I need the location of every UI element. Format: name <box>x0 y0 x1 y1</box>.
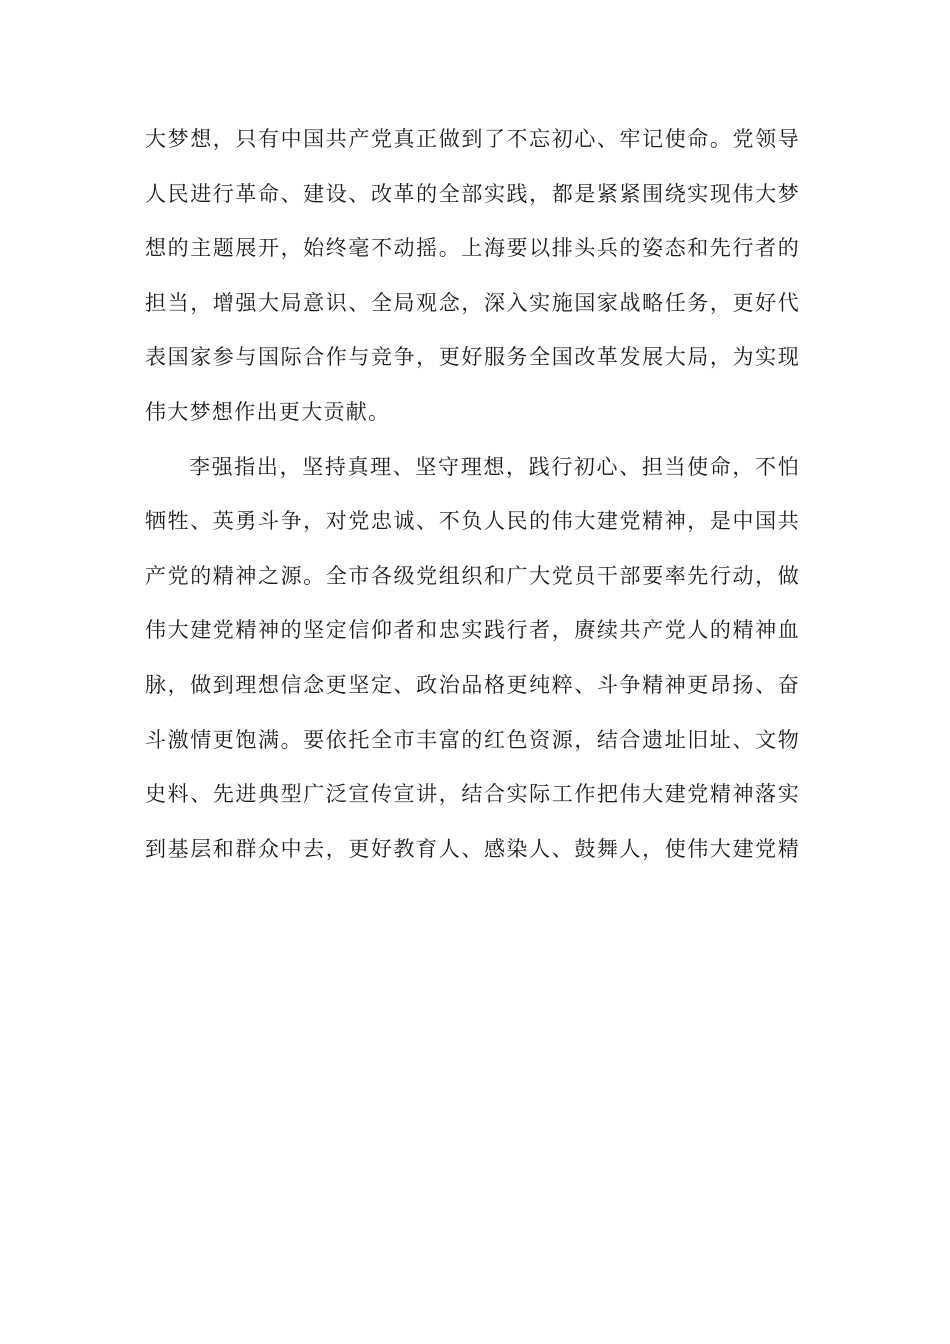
text-line: 伟大建党精神的坚定信仰者和忠实践行者，赓续共产党人的精神血 <box>145 618 800 643</box>
text-line: 李强指出，坚持真理、坚守理想，践行初心、担当使命，不怕 <box>189 454 800 479</box>
text-line: 担当，增强大局意识、全局观念，深入实施国家战略任务，更好代 <box>145 290 800 315</box>
text-line: 伟大梦想作出更大贡献。 <box>145 399 391 424</box>
text-line: 到基层和群众中去，更好教育人、感染人、鼓舞人，使伟大建党精 <box>145 836 800 861</box>
text-line: 人民进行革命、建设、改革的全部实践，都是紧紧围绕实现伟大梦 <box>145 181 800 206</box>
text-line: 斗激情更饱满。要依托全市丰富的红色资源，结合遗址旧址、文物 <box>145 727 800 752</box>
body-text <box>145 112 800 876</box>
text-line: 产党的精神之源。全市各级党组织和广大党员干部要率先行动，做 <box>145 563 800 588</box>
text-line: 大梦想，只有中国共产党真正做到了不忘初心、牢记使命。党领导 <box>145 127 800 151</box>
text-line: 脉，做到理想信念更坚定、政治品格更纯粹、斗争精神更昂扬、奋 <box>145 672 800 697</box>
text-line: 想的主题展开，始终毫不动摇。上海要以排头兵的姿态和先行者的 <box>145 236 800 261</box>
text-line: 表国家参与国际合作与竞争，更好服务全国改革发展大局，为实现 <box>145 345 800 370</box>
text-line: 牺牲、英勇斗争，对党忠诚、不负人民的伟大建党精神，是中国共 <box>145 509 800 534</box>
text-line: 史料、先进典型广泛宣传宣讲，结合实际工作把伟大建党精神落实 <box>145 782 800 807</box>
